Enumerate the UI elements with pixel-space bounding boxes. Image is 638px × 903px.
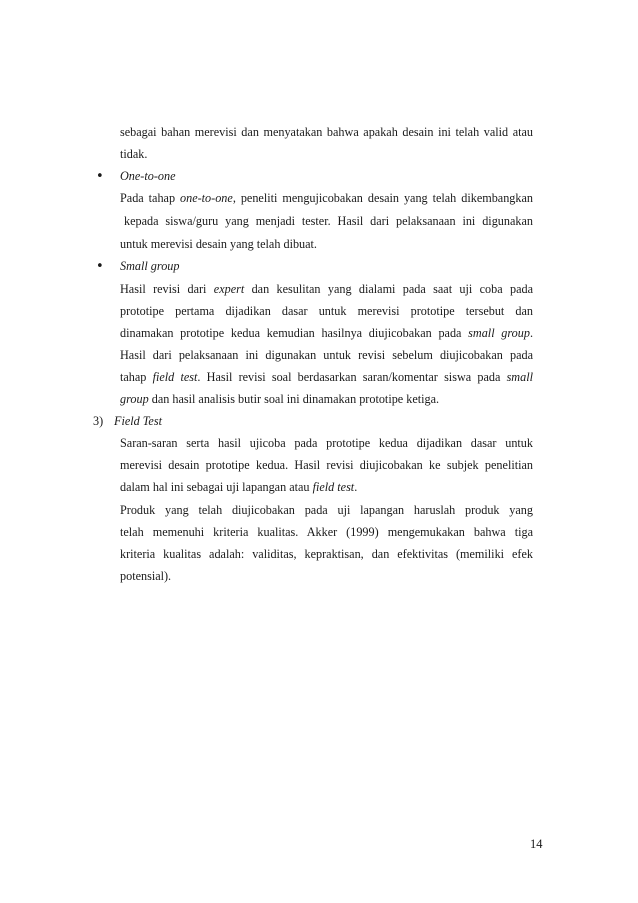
section-title-field-test: Field Test	[114, 414, 162, 428]
text-line: prototipe pertama dijadikan dasar untuk merevisi prototipe tersebut dan	[120, 304, 533, 318]
text-line: potensial).	[120, 569, 172, 583]
text-line: sebagai bahan merevisi dan menyatakan bahwa apakah desain ini telah valid atau	[120, 125, 533, 139]
text-line: group dan hasil analisis butir soal ini dinamakan prototipe ketiga.	[120, 392, 440, 406]
bullet-title-one-to-one: One-to-one	[120, 169, 176, 183]
text-line: telah memenuhi kriteria kualitas. Akker (1999) mengemukakan bahwa tiga	[120, 525, 533, 539]
text-line: Hasil dari pelaksanaan ini digunakan untuk revisi sebelum diujicobakan pada	[120, 348, 533, 362]
text-line: dinamakan prototipe kedua kemudian hasilnya diujicobakan pada small group.	[120, 326, 534, 340]
bullet-marker: •	[96, 259, 104, 274]
list-number: 3)	[93, 414, 104, 428]
text-line: dalam hal ini sebagai uji lapangan atau field test.	[120, 480, 358, 494]
text-line: untuk merevisi desain yang telah dibuat.	[120, 237, 317, 251]
text-line: merevisi desain prototipe kedua. Hasil revisi diujicobakan ke subjek penelitian	[120, 458, 533, 472]
text-line: Pada tahap one-to-one, peneliti mengujicobakan desain yang telah dikembangkan	[120, 191, 533, 205]
text-line: kepada siswa/guru yang menjadi tester. Hasil dari pelaksanaan ini digunakan	[124, 214, 533, 228]
bullet-marker: •	[96, 169, 104, 184]
text-line: Hasil revisi dari expert dan kesulitan yang dialami pada saat uji coba pada	[120, 282, 533, 296]
text-line: Produk yang telah diujicobakan pada uji lapangan haruslah produk yang	[120, 503, 533, 517]
text-line: kriteria kualitas adalah: validitas, kepraktisan, dan efektivitas (memiliki efek	[120, 547, 533, 561]
text-line: tahap field test. Hasil revisi soal berdasarkan saran/komentar siswa pada small	[120, 370, 533, 384]
text-line: tidak.	[120, 147, 148, 161]
text-line: Saran-saran serta hasil ujicoba pada prototipe kedua dijadikan dasar untuk	[120, 436, 533, 450]
page-number: 14	[530, 837, 543, 851]
bullet-title-small-group: Small group	[120, 259, 180, 273]
